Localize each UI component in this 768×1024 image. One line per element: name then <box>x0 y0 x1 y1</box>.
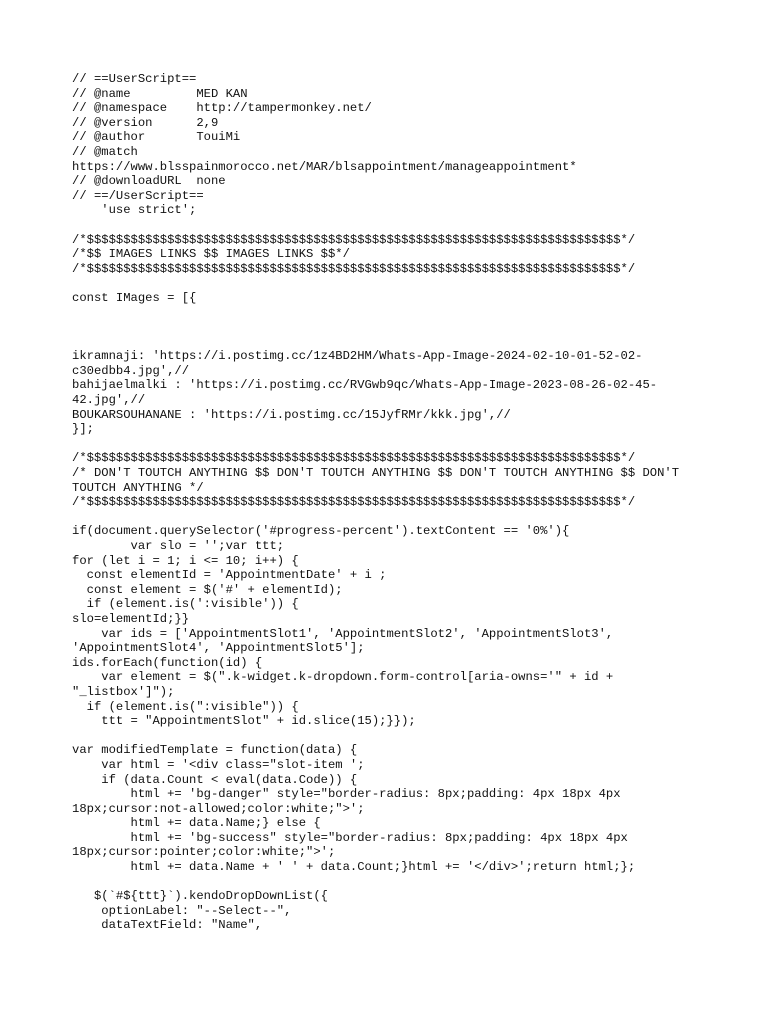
code-line: const elementId = 'AppointmentDate' + i ; <box>72 568 387 583</box>
code-line: const IMages = [{ <box>72 290 197 305</box>
code-line: const element = $('#' + elementId); <box>72 582 343 597</box>
code-line: 42.jpg',// <box>72 393 146 408</box>
code-line: /* DON'T TOUTCH ANYTHING $$ DON'T TOUTCH ANYTHING $$ DON'T TOUTCH ANYTHING $$ DON'T <box>72 466 680 481</box>
code-line: var element = $(".k-widget.k-dropdown.form-control[aria-owns='" + id + <box>72 670 614 685</box>
code-line: // ==UserScript== <box>72 72 197 86</box>
code-line: /*$$$$$$$$$$$$$$$$$$$$$$$$$$$$$$$$$$$$$$$$$$$$$$$$$$$$$$$$$$$$$$$$$$$$$$$$$*/ <box>72 495 636 510</box>
code-line: ttt = "AppointmentSlot" + id.slice(15);}}); <box>72 714 416 729</box>
code-line: 18px;cursor:pointer;color:white;">'; <box>72 845 336 860</box>
code-line: // @name MED KAN <box>72 86 248 101</box>
code-line <box>72 437 712 452</box>
code-line: // @version 2,9 <box>72 115 219 130</box>
code-line: c30edbb4.jpg',// <box>72 363 190 378</box>
code-line: // @namespace http://tampermonkey.net/ <box>72 101 372 116</box>
code-line: var ids = ['AppointmentSlot1', 'AppointmentSlot2', 'AppointmentSlot3', <box>72 626 614 641</box>
code-line: https://www.blsspainmorocco.net/MAR/blsappointment/manageappointment* <box>72 159 577 174</box>
code-line: var modifiedTemplate = function(data) { <box>72 743 358 758</box>
code-line: if (data.Count < eval(data.Code)) { <box>72 772 358 787</box>
code-line <box>72 510 712 525</box>
code-line <box>72 320 712 335</box>
code-line: html += data.Name;} else { <box>72 816 321 831</box>
code-line: html += data.Name + ' ' + data.Count;}html += '</div>';return html;}; <box>72 860 636 875</box>
code-line <box>72 276 712 291</box>
code-line <box>72 875 712 890</box>
code-line <box>72 729 712 744</box>
code-line: 18px;cursor:not-allowed;color:white;">'; <box>72 801 365 816</box>
code-line: ikramnaji: 'https://i.postimg.cc/1z4BD2HM/Whats-App-Image-2024-02-10-01-52-02- <box>72 349 643 364</box>
code-line: dataTextField: "Name", <box>72 918 263 933</box>
code-line <box>72 218 712 233</box>
code-line <box>72 306 712 321</box>
code-line: 'use strict'; <box>72 203 197 218</box>
code-line: // ==/UserScript== <box>72 188 204 203</box>
code-line: ids.forEach(function(id) { <box>72 655 263 670</box>
code-line: // @downloadURL none <box>72 174 226 189</box>
code-line: if (element.is(":visible")) { <box>72 699 299 714</box>
code-line: /*$$$$$$$$$$$$$$$$$$$$$$$$$$$$$$$$$$$$$$$$$$$$$$$$$$$$$$$$$$$$$$$$$$$$$$$$$*/ <box>72 261 636 276</box>
code-line: /*$$$$$$$$$$$$$$$$$$$$$$$$$$$$$$$$$$$$$$$$$$$$$$$$$$$$$$$$$$$$$$$$$$$$$$$$$*/ <box>72 232 636 247</box>
code-line: if (element.is(':visible')) { <box>72 597 299 612</box>
code-line: // @author TouiMi <box>72 130 241 145</box>
code-line: /*$$$$$$$$$$$$$$$$$$$$$$$$$$$$$$$$$$$$$$$$$$$$$$$$$$$$$$$$$$$$$$$$$$$$$$$$$*/ <box>72 451 636 466</box>
code-line: // @match <box>72 144 138 159</box>
code-line: for (let i = 1; i <= 10; i++) { <box>72 553 299 568</box>
code-line: optionLabel: "--Select--", <box>72 903 292 918</box>
code-line <box>72 335 712 350</box>
code-line: slo=elementId;}} <box>72 611 190 626</box>
code-line: }]; <box>72 422 94 437</box>
code-line: $(`#${ttt}`).kendoDropDownList({ <box>72 889 328 904</box>
code-line: if(document.querySelector('#progress-percent').textContent == '0%'){ <box>72 524 570 539</box>
code-line: 'AppointmentSlot4', 'AppointmentSlot5']; <box>72 641 365 656</box>
code-line: /*$$ IMAGES LINKS $$ IMAGES LINKS $$*/ <box>72 247 350 262</box>
code-document <box>72 72 712 933</box>
code-line: "_listbox']"); <box>72 684 175 699</box>
code-line: var slo = '';var ttt; <box>72 539 285 553</box>
code-line: bahijaelmalki : 'https://i.postimg.cc/RVGwb9qc/Whats-App-Image-2023-08-26-02-45- <box>72 378 658 393</box>
code-line: html += 'bg-danger" style="border-radius: 8px;padding: 4px 18px 4px <box>72 787 621 802</box>
code-line: TOUTCH ANYTHING */ <box>72 480 204 495</box>
code-line: var html = '<div class="slot-item '; <box>72 757 365 772</box>
code-line: html += 'bg-success" style="border-radius: 8px;padding: 4px 18px 4px <box>72 830 628 845</box>
code-line: BOUKARSOUHANANE : 'https://i.postimg.cc/15JyfRMr/kkk.jpg',// <box>72 407 511 422</box>
